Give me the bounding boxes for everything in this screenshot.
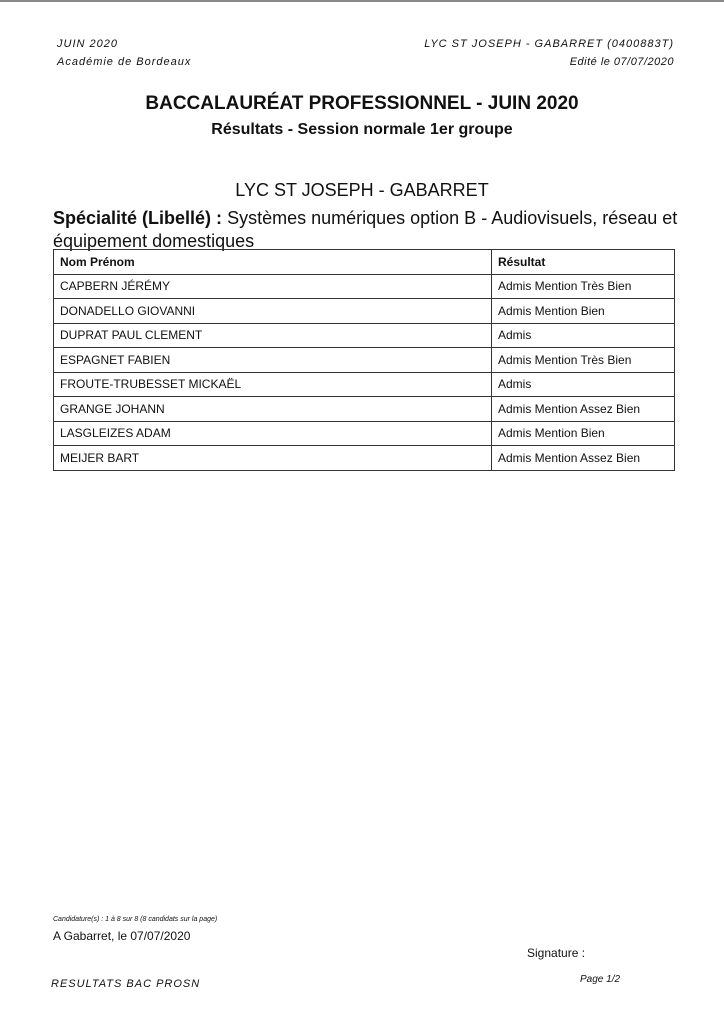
student-name: FROUTE-TRUBESSET MICKAËL [54, 372, 492, 397]
student-result: Admis Mention Très Bien [492, 274, 675, 299]
signature-label: Signature : [527, 946, 586, 960]
top-rule [0, 0, 724, 2]
table-row [54, 421, 675, 446]
page-number: Page 1/2 [580, 974, 621, 985]
table-row [54, 348, 675, 373]
results-table [53, 249, 675, 471]
page-title: BACCALAURÉAT PROFESSIONNEL - JUIN 2020 [145, 93, 579, 114]
student-name: ESPAGNET FABIEN [54, 348, 492, 373]
place-date: A Gabarret, le 07/07/2020 [53, 929, 191, 943]
table-row [54, 397, 675, 422]
student-name: DONADELLO GIOVANNI [54, 299, 492, 324]
header-school-code: LYC ST JOSEPH - GABARRET (0400883T) [424, 38, 674, 50]
student-name: CAPBERN JÉRÉMY [54, 274, 492, 299]
candidates-note: Candidature(s) : 1 à 8 sur 8 (8 candidats sur la page) [53, 916, 218, 923]
specialty [53, 207, 693, 253]
column-header-result: Résultat [492, 250, 675, 275]
table-row [54, 299, 675, 324]
page-subtitle: Résultats - Session normale 1er groupe [211, 121, 513, 138]
column-header-name: Nom Prénom [54, 250, 492, 275]
student-name: DUPRAT PAUL CLEMENT [54, 323, 492, 348]
specialty-label: Spécialité (Libellé) : [53, 208, 223, 228]
specialty-value: Systèmes numériques option B - Audiovisuels, réseau et équipement domestiques [53, 208, 678, 251]
header-month: JUIN 2020 [57, 38, 118, 50]
student-result: Admis [492, 372, 675, 397]
student-name: GRANGE JOHANN [54, 397, 492, 422]
student-name: LASGLEIZES ADAM [54, 421, 492, 446]
student-name: MEIJER BART [54, 446, 492, 471]
student-result: Admis Mention Très Bien [492, 348, 675, 373]
table-row [54, 274, 675, 299]
document-code: RESULTATS BAC PROSN [51, 978, 201, 990]
table-row [54, 446, 675, 471]
table-row [54, 372, 675, 397]
school-name: LYC ST JOSEPH - GABARRET [235, 180, 489, 200]
table-row [54, 323, 675, 348]
table-header-row [54, 250, 675, 275]
student-result: Admis Mention Assez Bien [492, 397, 675, 422]
student-result: Admis Mention Assez Bien [492, 446, 675, 471]
student-result: Admis Mention Bien [492, 299, 675, 324]
student-result: Admis Mention Bien [492, 421, 675, 446]
header-academy: Académie de Bordeaux [57, 56, 192, 68]
student-result: Admis [492, 323, 675, 348]
header-edit-date: Edité le 07/07/2020 [569, 56, 674, 68]
